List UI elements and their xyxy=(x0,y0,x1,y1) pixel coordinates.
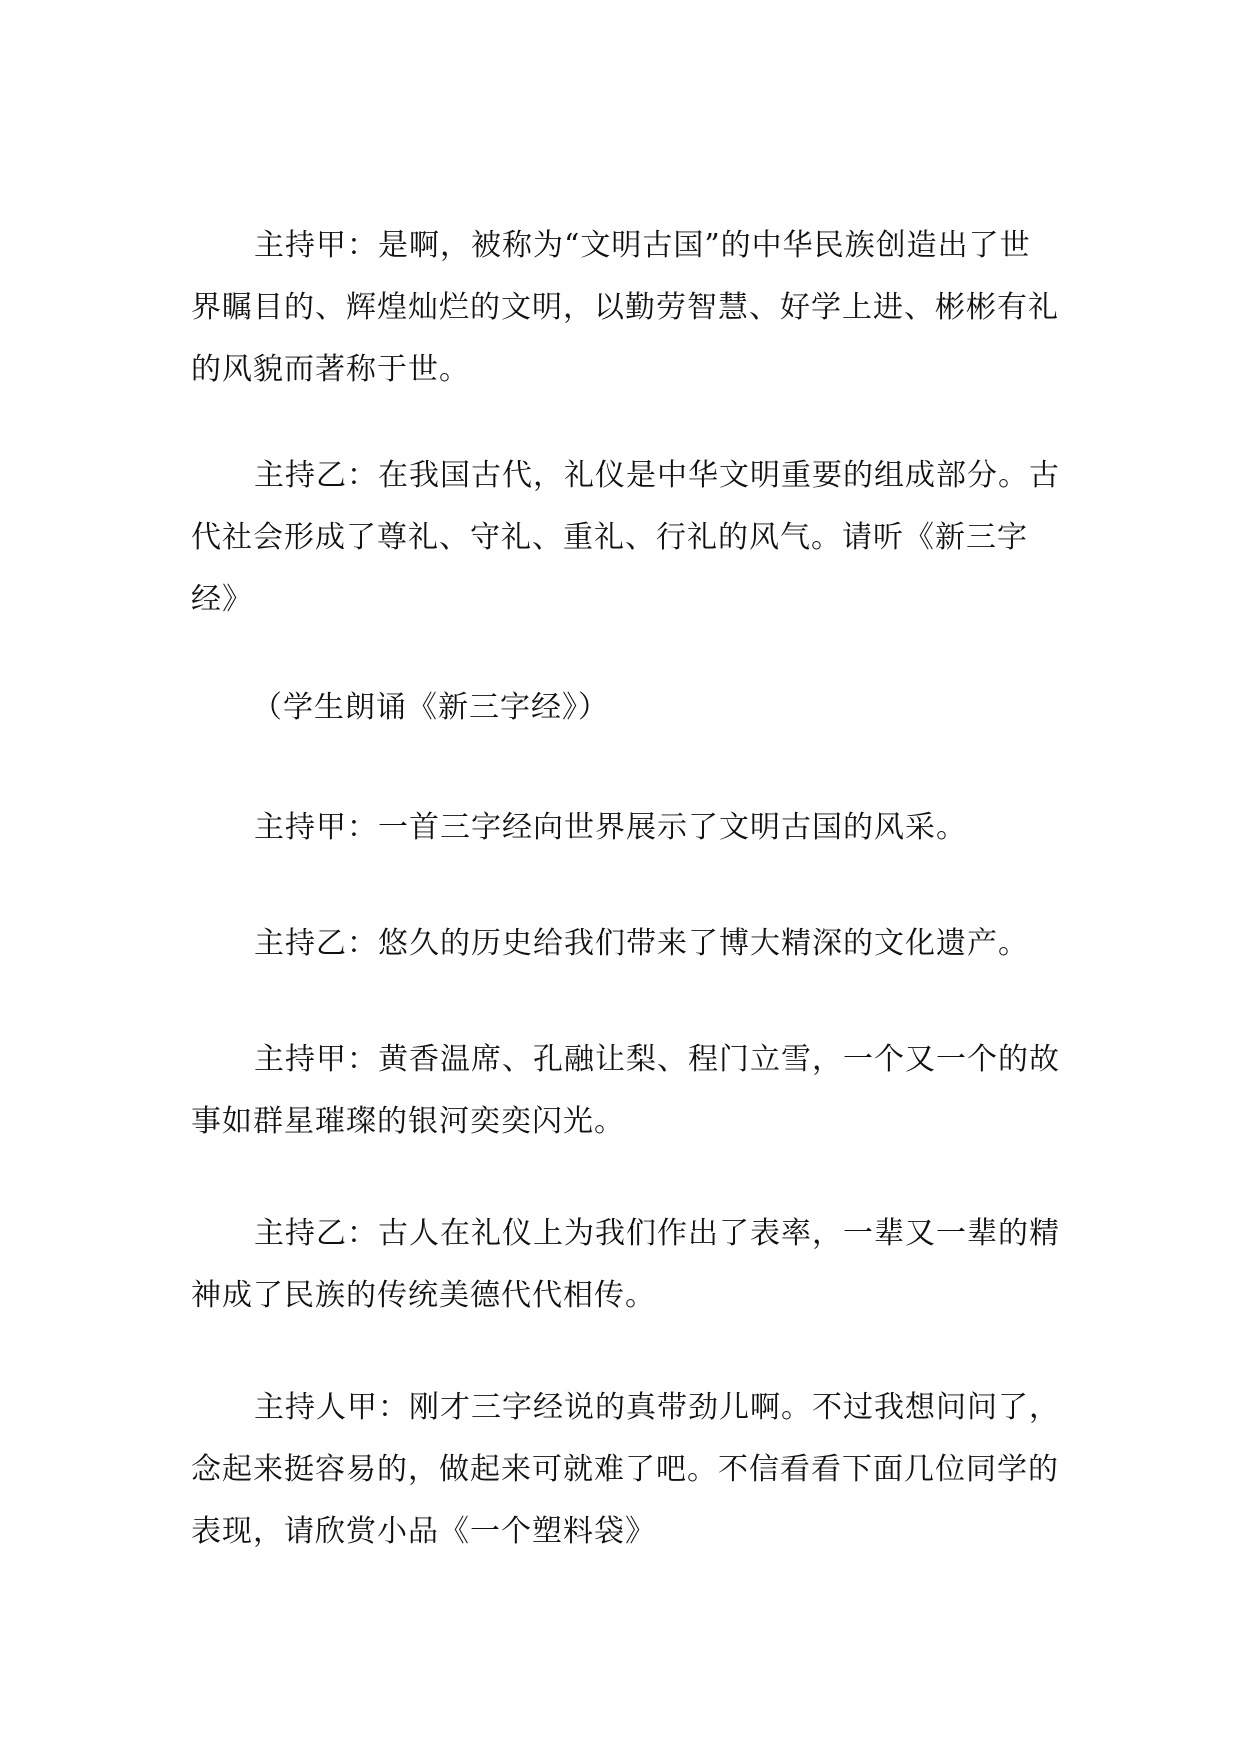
paragraph-host-a-intro: 主持甲：是啊，被称为“文明古国”的中华民族创造出了世界瞩目的、辉煌灿烂的文明，以勤劳智慧、好学上进、彬彬有礼的风貌而著称于世。 xyxy=(191,228,1059,387)
paragraph-host-b-history: 主持乙：悠久的历史给我们带来了博大精深的文化遗产。 xyxy=(254,926,1029,961)
paragraph-host-a-classic: 主持甲：一首三字经向世界展示了文明古国的风采。 xyxy=(254,810,967,845)
stage-direction-recitation: （学生朗诵《新三字经》） xyxy=(252,690,609,725)
paragraph-host-b-etiquette: 主持乙：在我国古代，礼仪是中华文明重要的组成部分。古代社会形成了尊礼、守礼、重礼、行礼的风气。请听《新三字经》 xyxy=(191,458,1060,617)
paragraph-host-b-example: 主持乙：古人在礼仪上为我们作出了表率，一辈又一辈的精神成了民族的传统美德代代相传。 xyxy=(191,1216,1060,1313)
paragraph-host-a-skit: 主持人甲：刚才三字经说的真带劲儿啊。不过我想问问了，念起来挺容易的，做起来可就难了吧。不信看看下面几位同学的表现，请欣赏小品《一个塑料袋》 xyxy=(191,1390,1060,1549)
paragraph-host-a-stories: 主持甲：黄香温席、孔融让梨、程门立雪，一个又一个的故事如群星璀璨的银河奕奕闪光。 xyxy=(191,1042,1060,1139)
